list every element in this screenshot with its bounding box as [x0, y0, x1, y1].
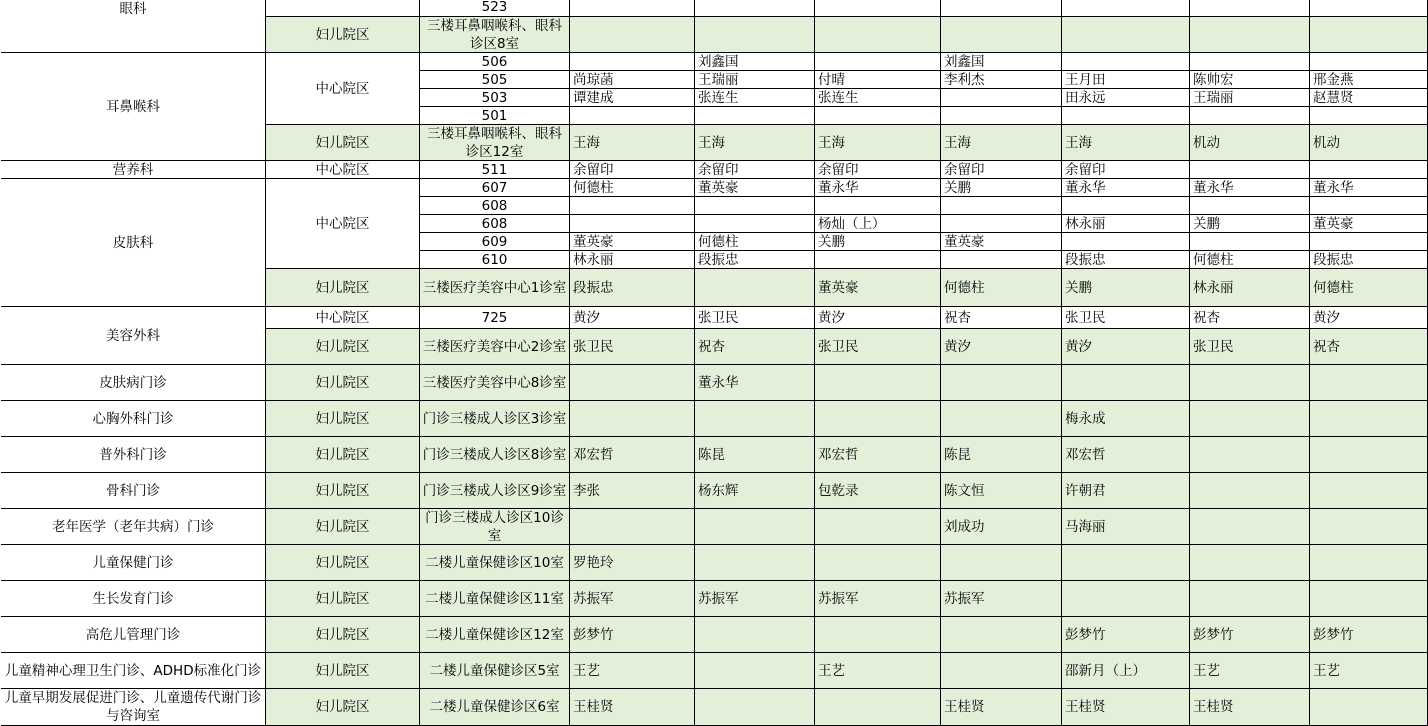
campus-cell[interactable]: 妇儿院区 [266, 581, 420, 617]
doctor-cell[interactable] [695, 269, 815, 307]
room-cell[interactable]: 门诊三楼成人诊区10诊室 [420, 509, 570, 545]
campus-cell[interactable]: 妇儿院区 [266, 17, 420, 53]
doctor-cell[interactable]: 何德柱 [1310, 269, 1428, 307]
doctor-cell[interactable]: 张连生 [695, 89, 815, 107]
doctor-cell[interactable]: 董永华 [1190, 179, 1310, 197]
doctor-cell[interactable]: 苏振军 [941, 581, 1062, 617]
doctor-cell[interactable]: 祝杏 [1190, 307, 1310, 329]
doctor-cell[interactable]: 董永华 [1310, 179, 1428, 197]
doctor-cell[interactable] [1062, 107, 1190, 125]
doctor-cell[interactable] [1310, 233, 1428, 251]
doctor-cell[interactable] [1190, 197, 1310, 215]
room-cell[interactable]: 523 [420, 0, 570, 17]
doctor-cell[interactable] [815, 509, 941, 545]
room-cell[interactable]: 610 [420, 251, 570, 269]
doctor-cell[interactable]: 祝杏 [941, 307, 1062, 329]
doctor-cell[interactable]: 黄汐 [570, 307, 695, 329]
doctor-cell[interactable] [815, 197, 941, 215]
doctor-cell[interactable] [941, 197, 1062, 215]
campus-cell[interactable]: 妇儿院区 [266, 653, 420, 689]
room-cell[interactable]: 二楼儿童保健诊区12室 [420, 617, 570, 653]
doctor-cell[interactable]: 杨灿（上） [815, 215, 941, 233]
department-cell[interactable]: 皮肤科 [1, 179, 266, 307]
campus-cell[interactable]: 妇儿院区 [266, 437, 420, 473]
doctor-cell[interactable]: 王艺 [815, 653, 941, 689]
room-cell[interactable]: 三楼耳鼻咽喉科、眼科诊区12室 [420, 125, 570, 161]
doctor-cell[interactable]: 邵新月（上） [1062, 653, 1190, 689]
campus-cell[interactable]: 中心院区 [266, 161, 420, 179]
doctor-cell[interactable]: 苏振军 [695, 581, 815, 617]
doctor-cell[interactable] [695, 653, 815, 689]
department-cell[interactable]: 儿童保健门诊 [1, 545, 266, 581]
doctor-cell[interactable] [695, 617, 815, 653]
doctor-cell[interactable]: 尚琼菡 [570, 71, 695, 89]
doctor-cell[interactable] [941, 215, 1062, 233]
doctor-cell[interactable]: 张卫民 [1190, 329, 1310, 365]
room-cell[interactable]: 607 [420, 179, 570, 197]
doctor-cell[interactable]: 段振忠 [1310, 251, 1428, 269]
doctor-cell[interactable] [941, 545, 1062, 581]
campus-cell[interactable]: 妇儿院区 [266, 509, 420, 545]
doctor-cell[interactable]: 董永华 [815, 179, 941, 197]
doctor-cell[interactable] [815, 401, 941, 437]
doctor-cell[interactable]: 王桂贤 [1190, 689, 1310, 726]
doctor-cell[interactable]: 彭梦竹 [1190, 617, 1310, 653]
campus-cell[interactable]: 妇儿院区 [266, 473, 420, 509]
doctor-cell[interactable]: 王瑞丽 [1190, 89, 1310, 107]
doctor-cell[interactable] [695, 197, 815, 215]
doctor-cell[interactable]: 彭梦竹 [1310, 617, 1428, 653]
room-cell[interactable]: 506 [420, 53, 570, 71]
doctor-cell[interactable]: 关鹏 [1190, 215, 1310, 233]
doctor-cell[interactable]: 田永远 [1062, 89, 1190, 107]
doctor-cell[interactable] [815, 0, 941, 17]
doctor-cell[interactable]: 苏振军 [815, 581, 941, 617]
doctor-cell[interactable] [1190, 401, 1310, 437]
doctor-cell[interactable] [570, 17, 695, 53]
doctor-cell[interactable] [1190, 161, 1310, 179]
doctor-cell[interactable] [1190, 53, 1310, 71]
doctor-cell[interactable] [1310, 581, 1428, 617]
doctor-cell[interactable] [695, 545, 815, 581]
doctor-cell[interactable] [1190, 545, 1310, 581]
campus-cell[interactable]: 中心院区 [266, 179, 420, 269]
doctor-cell[interactable]: 许朝君 [1062, 473, 1190, 509]
room-cell[interactable]: 三楼医疗美容中心8诊室 [420, 365, 570, 401]
doctor-cell[interactable] [1310, 473, 1428, 509]
doctor-cell[interactable]: 王海 [695, 125, 815, 161]
department-cell[interactable]: 高危儿管理门诊 [1, 617, 266, 653]
campus-cell[interactable] [266, 0, 420, 17]
doctor-cell[interactable] [1190, 365, 1310, 401]
doctor-cell[interactable]: 王海 [815, 125, 941, 161]
department-cell[interactable]: 心胸外科门诊 [1, 401, 266, 437]
room-cell[interactable]: 三楼医疗美容中心1诊室 [420, 269, 570, 307]
doctor-cell[interactable]: 余留印 [1062, 161, 1190, 179]
doctor-cell[interactable]: 李张 [570, 473, 695, 509]
campus-cell[interactable]: 妇儿院区 [266, 545, 420, 581]
doctor-cell[interactable] [1190, 0, 1310, 17]
doctor-cell[interactable] [1190, 581, 1310, 617]
doctor-cell[interactable] [1310, 689, 1428, 726]
doctor-cell[interactable]: 王桂贤 [570, 689, 695, 726]
doctor-cell[interactable]: 邢金燕 [1310, 71, 1428, 89]
doctor-cell[interactable]: 王海 [570, 125, 695, 161]
doctor-cell[interactable]: 陈文恒 [941, 473, 1062, 509]
doctor-cell[interactable] [1310, 365, 1428, 401]
doctor-cell[interactable]: 张卫民 [815, 329, 941, 365]
room-cell[interactable]: 505 [420, 71, 570, 89]
doctor-cell[interactable] [815, 251, 941, 269]
doctor-cell[interactable]: 谭建成 [570, 89, 695, 107]
doctor-cell[interactable]: 马海丽 [1062, 509, 1190, 545]
doctor-cell[interactable]: 黄汐 [1062, 329, 1190, 365]
department-cell[interactable]: 生长发育门诊 [1, 581, 266, 617]
doctor-cell[interactable] [695, 215, 815, 233]
doctor-cell[interactable] [1310, 17, 1428, 53]
doctor-cell[interactable] [941, 107, 1062, 125]
doctor-cell[interactable] [815, 17, 941, 53]
doctor-cell[interactable]: 关鹏 [941, 179, 1062, 197]
doctor-cell[interactable] [570, 0, 695, 17]
doctor-cell[interactable]: 罗艳玲 [570, 545, 695, 581]
room-cell[interactable]: 608 [420, 215, 570, 233]
campus-cell[interactable]: 妇儿院区 [266, 365, 420, 401]
doctor-cell[interactable]: 王艺 [570, 653, 695, 689]
doctor-cell[interactable] [570, 401, 695, 437]
doctor-cell[interactable] [695, 107, 815, 125]
doctor-cell[interactable] [1310, 0, 1428, 17]
doctor-cell[interactable]: 余留印 [695, 161, 815, 179]
doctor-cell[interactable]: 黄汐 [941, 329, 1062, 365]
doctor-cell[interactable]: 黄汐 [815, 307, 941, 329]
doctor-cell[interactable] [1062, 0, 1190, 17]
doctor-cell[interactable] [1310, 197, 1428, 215]
room-cell[interactable]: 725 [420, 307, 570, 329]
doctor-cell[interactable]: 祝杏 [695, 329, 815, 365]
doctor-cell[interactable]: 苏振军 [570, 581, 695, 617]
doctor-cell[interactable] [1190, 107, 1310, 125]
department-cell[interactable]: 眼科 [1, 0, 266, 53]
doctor-cell[interactable]: 陈昆 [941, 437, 1062, 473]
doctor-cell[interactable]: 祝杏 [1310, 329, 1428, 365]
doctor-cell[interactable]: 王艺 [1190, 653, 1310, 689]
doctor-cell[interactable] [815, 107, 941, 125]
doctor-cell[interactable]: 梅永成 [1062, 401, 1190, 437]
room-cell[interactable]: 608 [420, 197, 570, 215]
doctor-cell[interactable]: 关鹏 [1062, 269, 1190, 307]
room-cell[interactable]: 三楼医疗美容中心2诊室 [420, 329, 570, 365]
doctor-cell[interactable]: 黄汐 [1310, 307, 1428, 329]
doctor-cell[interactable] [1310, 161, 1428, 179]
doctor-cell[interactable]: 机动 [1190, 125, 1310, 161]
doctor-cell[interactable] [695, 401, 815, 437]
doctor-cell[interactable] [1190, 473, 1310, 509]
doctor-cell[interactable] [695, 17, 815, 53]
doctor-cell[interactable]: 董永华 [1062, 179, 1190, 197]
doctor-cell[interactable]: 董英豪 [941, 233, 1062, 251]
doctor-cell[interactable]: 董英豪 [570, 233, 695, 251]
doctor-cell[interactable] [570, 509, 695, 545]
department-cell[interactable]: 老年医学（老年共病）门诊 [1, 509, 266, 545]
department-cell[interactable]: 骨科门诊 [1, 473, 266, 509]
doctor-cell[interactable]: 彭梦竹 [570, 617, 695, 653]
doctor-cell[interactable]: 邓宏哲 [570, 437, 695, 473]
doctor-cell[interactable]: 陈昆 [695, 437, 815, 473]
doctor-cell[interactable] [695, 689, 815, 726]
doctor-cell[interactable] [570, 215, 695, 233]
doctor-cell[interactable] [695, 0, 815, 17]
doctor-cell[interactable]: 李利杰 [941, 71, 1062, 89]
doctor-cell[interactable] [815, 365, 941, 401]
doctor-cell[interactable]: 关鹏 [815, 233, 941, 251]
campus-cell[interactable]: 妇儿院区 [266, 329, 420, 365]
campus-cell[interactable]: 妇儿院区 [266, 269, 420, 307]
doctor-cell[interactable]: 董永华 [695, 365, 815, 401]
department-cell[interactable]: 美容外科 [1, 307, 266, 365]
doctor-cell[interactable] [570, 197, 695, 215]
doctor-cell[interactable]: 彭梦竹 [1062, 617, 1190, 653]
doctor-cell[interactable] [1190, 17, 1310, 53]
doctor-cell[interactable]: 何德柱 [695, 233, 815, 251]
doctor-cell[interactable] [1310, 509, 1428, 545]
doctor-cell[interactable] [1062, 53, 1190, 71]
doctor-cell[interactable] [1062, 581, 1190, 617]
doctor-cell[interactable] [1190, 509, 1310, 545]
doctor-cell[interactable] [941, 251, 1062, 269]
department-cell[interactable]: 儿童早期发展促进门诊、儿童遗传代谢门诊与咨询室 [1, 689, 266, 726]
doctor-cell[interactable]: 张卫民 [695, 307, 815, 329]
doctor-cell[interactable]: 段振忠 [1062, 251, 1190, 269]
department-cell[interactable]: 儿童精神心理卫生门诊、ADHD标准化门诊 [1, 653, 266, 689]
room-cell[interactable]: 二楼儿童保健诊区10室 [420, 545, 570, 581]
room-cell[interactable]: 门诊三楼成人诊区3诊室 [420, 401, 570, 437]
room-cell[interactable]: 二楼儿童保健诊区6室 [420, 689, 570, 726]
doctor-cell[interactable]: 邓宏哲 [815, 437, 941, 473]
room-cell[interactable]: 三楼耳鼻咽喉科、眼科诊区8室 [420, 17, 570, 53]
doctor-cell[interactable]: 王月田 [1062, 71, 1190, 89]
department-cell[interactable]: 营养科 [1, 161, 266, 179]
doctor-cell[interactable] [1310, 545, 1428, 581]
doctor-cell[interactable] [941, 617, 1062, 653]
doctor-cell[interactable] [1062, 197, 1190, 215]
doctor-cell[interactable] [941, 653, 1062, 689]
doctor-cell[interactable]: 林永丽 [1062, 215, 1190, 233]
doctor-cell[interactable]: 王艺 [1310, 653, 1428, 689]
doctor-cell[interactable] [1310, 53, 1428, 71]
doctor-cell[interactable]: 陈帅宏 [1190, 71, 1310, 89]
doctor-cell[interactable]: 何德柱 [1190, 251, 1310, 269]
department-cell[interactable]: 耳鼻喉科 [1, 53, 266, 161]
room-cell[interactable]: 501 [420, 107, 570, 125]
doctor-cell[interactable]: 王海 [1062, 125, 1190, 161]
doctor-cell[interactable] [1310, 437, 1428, 473]
doctor-cell[interactable] [1310, 107, 1428, 125]
doctor-cell[interactable]: 付晴 [815, 71, 941, 89]
doctor-cell[interactable]: 余留印 [815, 161, 941, 179]
doctor-cell[interactable]: 赵慧贤 [1310, 89, 1428, 107]
doctor-cell[interactable] [1062, 365, 1190, 401]
doctor-cell[interactable] [1062, 17, 1190, 53]
doctor-cell[interactable]: 王桂贤 [1062, 689, 1190, 726]
doctor-cell[interactable]: 张连生 [815, 89, 941, 107]
doctor-cell[interactable]: 王瑞丽 [695, 71, 815, 89]
doctor-cell[interactable] [1062, 545, 1190, 581]
doctor-cell[interactable]: 董英豪 [695, 179, 815, 197]
doctor-cell[interactable] [815, 689, 941, 726]
room-cell[interactable]: 门诊三楼成人诊区9诊室 [420, 473, 570, 509]
campus-cell[interactable]: 中心院区 [266, 307, 420, 329]
doctor-cell[interactable] [941, 401, 1062, 437]
doctor-cell[interactable]: 刘鑫国 [941, 53, 1062, 71]
room-cell[interactable]: 511 [420, 161, 570, 179]
doctor-cell[interactable]: 邓宏哲 [1062, 437, 1190, 473]
campus-cell[interactable]: 妇儿院区 [266, 617, 420, 653]
doctor-cell[interactable]: 段振忠 [695, 251, 815, 269]
doctor-cell[interactable]: 机动 [1310, 125, 1428, 161]
doctor-cell[interactable] [1190, 437, 1310, 473]
doctor-cell[interactable]: 何德柱 [570, 179, 695, 197]
doctor-cell[interactable]: 刘成功 [941, 509, 1062, 545]
doctor-cell[interactable] [815, 545, 941, 581]
doctor-cell[interactable] [695, 509, 815, 545]
doctor-cell[interactable] [1190, 233, 1310, 251]
doctor-cell[interactable] [941, 0, 1062, 17]
doctor-cell[interactable] [815, 53, 941, 71]
doctor-cell[interactable] [941, 365, 1062, 401]
doctor-cell[interactable]: 林永丽 [570, 251, 695, 269]
doctor-cell[interactable]: 刘鑫国 [695, 53, 815, 71]
department-cell[interactable]: 普外科门诊 [1, 437, 266, 473]
doctor-cell[interactable]: 包乾录 [815, 473, 941, 509]
doctor-cell[interactable]: 张卫民 [1062, 307, 1190, 329]
doctor-cell[interactable] [570, 107, 695, 125]
doctor-cell[interactable]: 董英豪 [815, 269, 941, 307]
doctor-cell[interactable] [941, 17, 1062, 53]
campus-cell[interactable]: 妇儿院区 [266, 125, 420, 161]
campus-cell[interactable]: 妇儿院区 [266, 689, 420, 726]
doctor-cell[interactable]: 余留印 [941, 161, 1062, 179]
campus-cell[interactable]: 中心院区 [266, 53, 420, 125]
doctor-cell[interactable]: 张卫民 [570, 329, 695, 365]
room-cell[interactable]: 门诊三楼成人诊区8诊室 [420, 437, 570, 473]
doctor-cell[interactable] [570, 53, 695, 71]
doctor-cell[interactable] [941, 89, 1062, 107]
doctor-cell[interactable]: 王桂贤 [941, 689, 1062, 726]
campus-cell[interactable]: 妇儿院区 [266, 401, 420, 437]
doctor-cell[interactable]: 余留印 [570, 161, 695, 179]
doctor-cell[interactable]: 何德柱 [941, 269, 1062, 307]
room-cell[interactable]: 二楼儿童保健诊区5室 [420, 653, 570, 689]
doctor-cell[interactable] [570, 365, 695, 401]
doctor-cell[interactable] [1310, 401, 1428, 437]
room-cell[interactable]: 609 [420, 233, 570, 251]
department-cell[interactable]: 皮肤病门诊 [1, 365, 266, 401]
doctor-cell[interactable]: 王海 [941, 125, 1062, 161]
room-cell[interactable]: 二楼儿童保健诊区11室 [420, 581, 570, 617]
doctor-cell[interactable]: 林永丽 [1190, 269, 1310, 307]
doctor-cell[interactable] [1062, 233, 1190, 251]
doctor-cell[interactable] [815, 617, 941, 653]
room-cell[interactable]: 503 [420, 89, 570, 107]
doctor-cell[interactable]: 段振忠 [570, 269, 695, 307]
doctor-cell[interactable]: 董英豪 [1310, 215, 1428, 233]
doctor-cell[interactable]: 杨东辉 [695, 473, 815, 509]
